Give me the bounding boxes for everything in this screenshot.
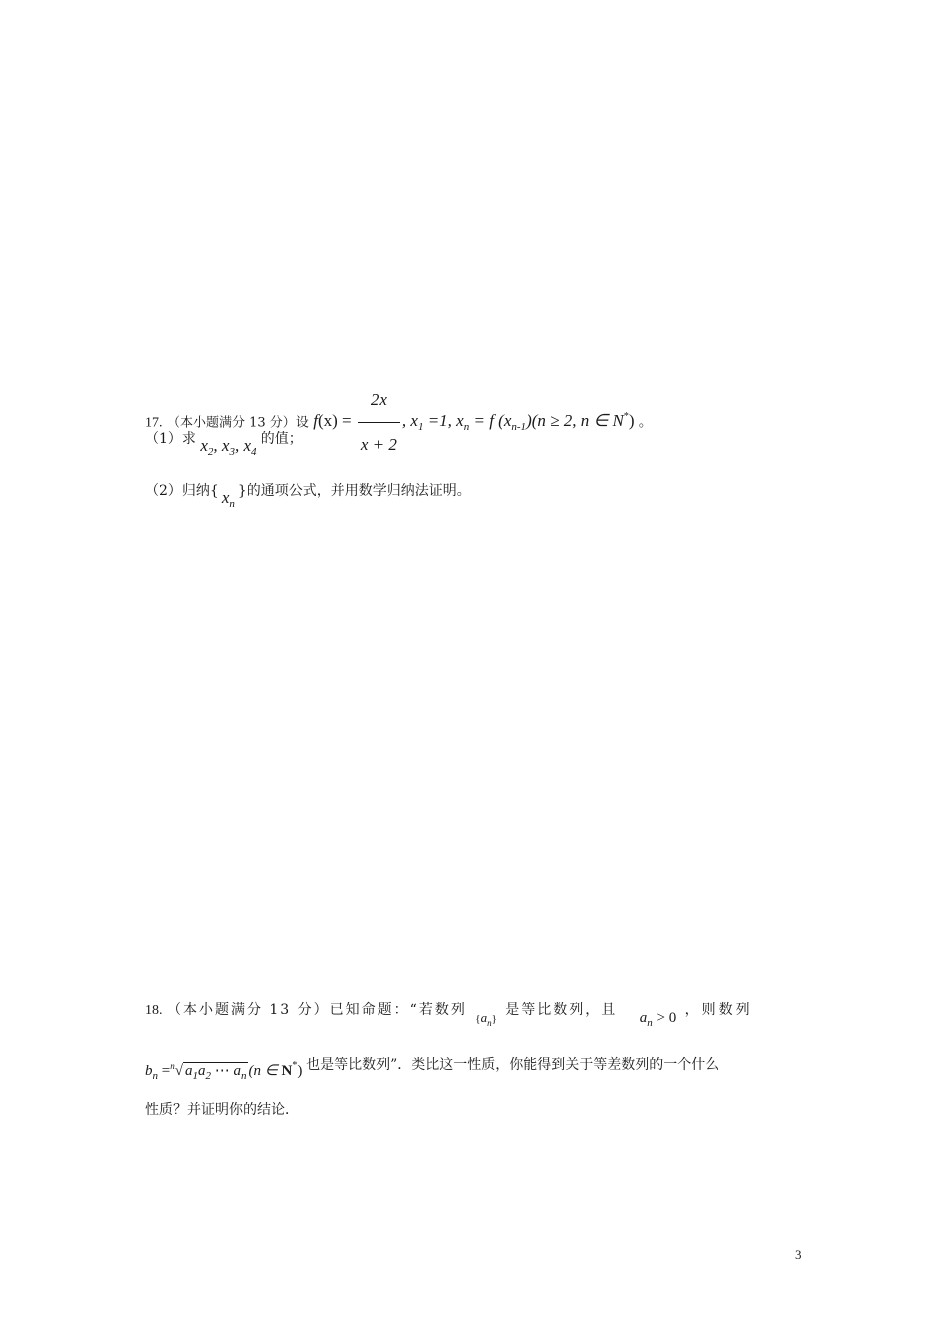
- problem-17-end: 。: [638, 414, 653, 431]
- condition-an-positive: $a_n > 0$: [639, 1010, 677, 1029]
- page-number: 3: [795, 1247, 802, 1262]
- fraction-numerator: 2x: [358, 380, 400, 423]
- problem-17-part-1: （1）求 $x_2$, $x_3$, $x_4$ 的值；: [145, 431, 303, 458]
- problem-17-part-2: （2）归纳{ $x_n$}的通项公式，并用数学归纳法证明。: [145, 483, 471, 510]
- problem-18-line-2: $b_n =^n√$ $a_1a_2$ ⋯ $a_n$ (n ∈ N*) 也是等比数列”．类比这一性质，你能得到关于等差数列的一个什么: [145, 1050, 719, 1080]
- problem-17-header: （本小题满分 13 分）设: [166, 415, 309, 431]
- part-1-variables: $x_2$, $x_3$, $x_4$: [200, 436, 257, 458]
- problem-17-function: f(x) = $\frac{2x}{x + 2}$ , $x_1 =1$, $x_n = f$ $(x_{n-1})(n \ge 2$, n ∈ N*): [313, 411, 639, 430]
- problem-18-number: 18.: [145, 1003, 163, 1018]
- radicand: $a_1a_2$ ⋯ $a_n$: [183, 1062, 249, 1085]
- problem-18-line-3: 性质？并证明你的结论．: [145, 1102, 299, 1118]
- sequence-an: $\{a_n\}$: [475, 1010, 497, 1028]
- problem-18-line-1: 18. （本小题满分 13 分）已知命题：“若数列 $\{a_n\}$ 是等比数列，且 $a_n > 0$ ，则数列: [145, 1002, 753, 1029]
- fraction-denominator: x + 2: [360, 435, 397, 454]
- problem-17-number: 17.: [145, 415, 163, 431]
- sequence-bn-formula: $b_n =^n√$ $a_1a_2$ ⋯ $a_n$ (n ∈ N*): [145, 1063, 306, 1079]
- part-2-sequence: $x_n$: [221, 488, 235, 510]
- fraction: [358, 380, 400, 465]
